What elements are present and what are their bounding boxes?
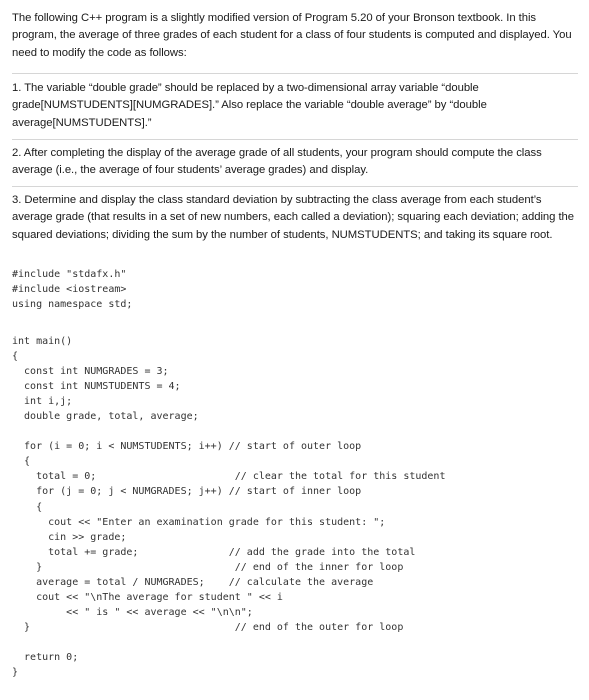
divider (12, 186, 578, 187)
code-header: #include "stdafx.h" #include <iostream> using namespace std; (12, 269, 133, 311)
code-main: int main() { const int NUMGRADES = 3; const int NUMSTUDENTS = 4; int i,j; double grade, total, average; for (i = 0; i < NUMSTUDENTS; i++) // start of outer loop { total = 0; // clear the total for this student for (j = 0; j < NUMGRADES; j++) // start of inner loop { cout << "Enter an examination grade for this student: "; cin >> grade; total += grade; // add the grade into the total } // end of the inner for loop average = total / NUMGRADES; // calculate the average cout << "\nThe average for student " << i << " is " << average << "\n\n"; } // end of the outer for loop return 0; } (12, 336, 446, 679)
instruction-item-1: 1. The variable “double grade” should be replaced by a two-dimensional array variable “double grade[NUMSTUDENTS][NUMGRADES].” Also replace the variable “double average” by “double average[NUMSTUDENTS].” (12, 82, 487, 129)
instruction-item-2: 2. After completing the display of the average grade of all students, your program should compute the class average (i.e., the average of four students’ average grades) and display. (12, 147, 542, 177)
intro-paragraph: The following C++ program is a slightly modified version of Program 5.20 of your Bronson textbook. In this program, the average of three grades of each student for a class of four students is computed and displayed. You need to modify the code as follows: (12, 12, 572, 59)
divider (12, 73, 578, 74)
instruction-item-3: 3. Determine and display the class standard deviation by subtracting the class average from each student’s average grade (that results in a set of new numbers, each called a deviation); squaring each deviation; adding the squared deviations; dividing the sum by the number of students, NUMSTUDENTS; and taking its square root. (12, 194, 575, 241)
divider (12, 139, 578, 140)
